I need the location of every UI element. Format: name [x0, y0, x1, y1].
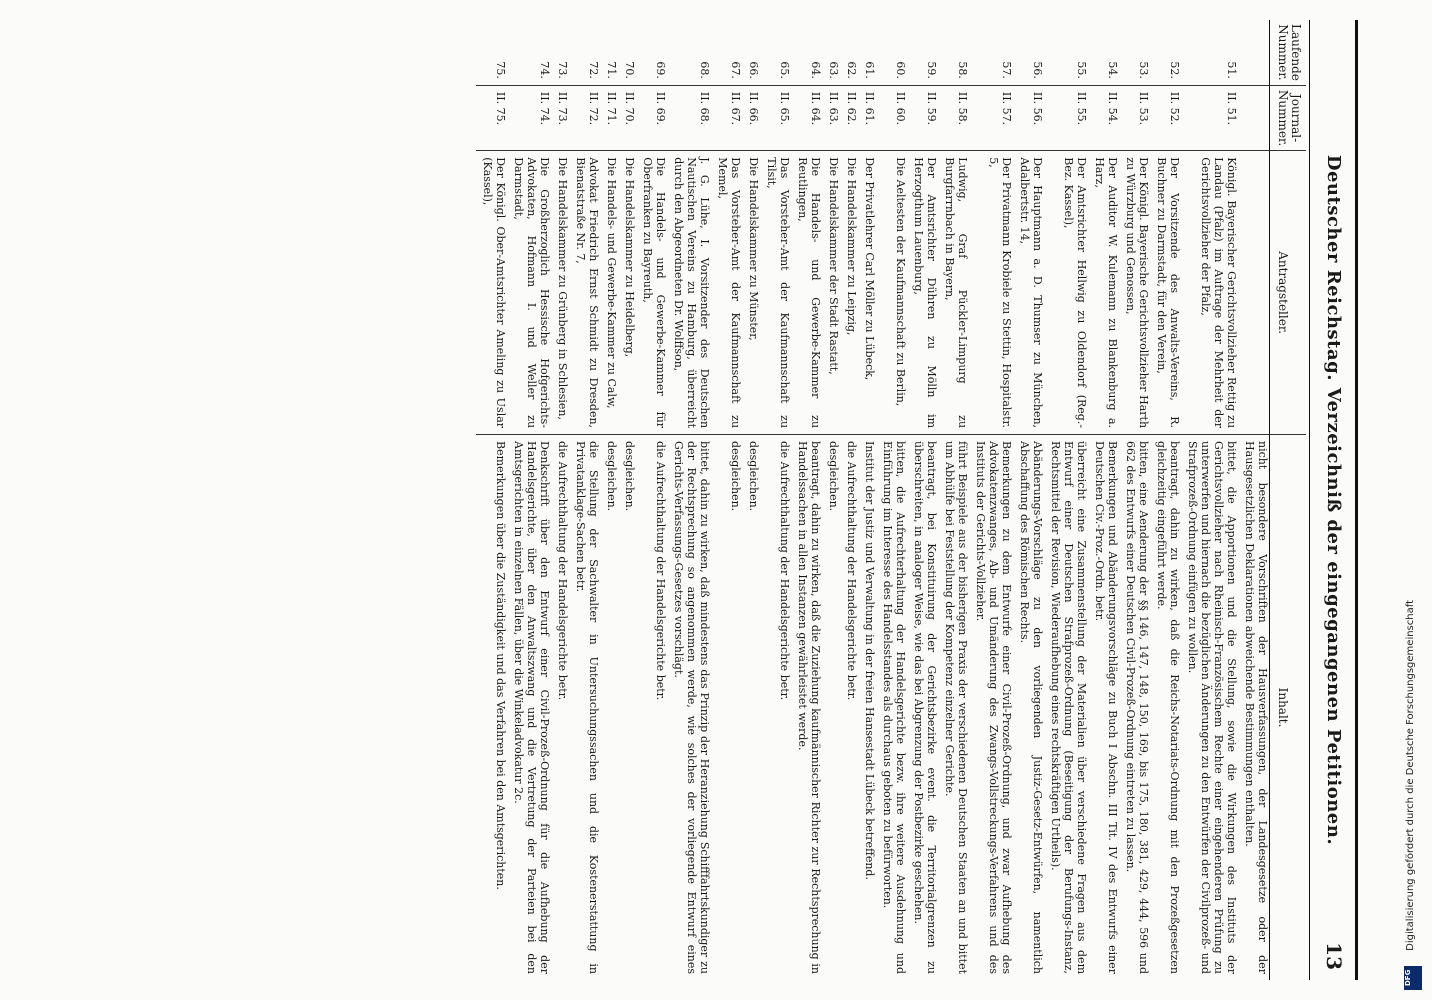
table-row	[969, 20, 1013, 980]
cell-laufende-nummer: 51.	[1225, 61, 1238, 79]
table-row	[1181, 20, 1238, 980]
cell-journal-nummer: II. 59.	[907, 85, 938, 150]
header-rule-top	[1355, 20, 1358, 980]
cell-journal-nummer: II. 62.	[840, 85, 858, 150]
cell-inhalt: beantragt, dahin zu wirken, daß die Reichs-Notariats-Ordnung mit den Prozeßgesetzen gleichzeitig eingeführt werde.	[1150, 435, 1181, 980]
cell-journal-nummer: II. 51.	[1181, 85, 1238, 150]
table-row	[551, 20, 569, 980]
page-number: 13	[1322, 942, 1346, 970]
cell-antragsteller	[1238, 151, 1270, 435]
cell-antragsteller: Der Privatlehrer Carl Möller zu Lübeck,	[858, 151, 876, 435]
table-row	[760, 20, 791, 980]
cell-laufende-nummer: 59.	[925, 61, 938, 79]
cell-antragsteller: Die Handels- und Gewerbe-Kammer für Oberfranken zu Bayreuth,	[636, 151, 667, 435]
cell-inhalt: desgleichen.	[742, 435, 760, 980]
cell-antragsteller: Der Königl. Bayerische Gerichtsvollzieher Harth zu Würzburg und Genossen,	[1119, 151, 1150, 435]
cell-antragsteller: Der Privatmann Krobiele zu Stettin, Hospitalstr. 5,	[969, 151, 1013, 435]
table-row	[858, 20, 876, 980]
cell-journal-nummer: II. 54.	[1088, 85, 1119, 150]
cell-inhalt: die Aufrechthaltung der Handelsgerichte betr.	[760, 435, 791, 980]
cell-antragsteller: Die Großherzoglich Hessische Hofgerichts-Advokaten, Hofmann I. und Weller zu Darmstadt,	[507, 151, 551, 435]
table-row	[1238, 20, 1270, 980]
table-row	[507, 20, 551, 980]
cell-laufende-nummer: 63.	[827, 61, 840, 79]
cell-journal-nummer: II. 63.	[822, 85, 840, 150]
cell-inhalt: desgleichen.	[822, 435, 840, 980]
table-row	[876, 20, 907, 980]
table-row	[618, 20, 636, 980]
cell-antragsteller: Die Handelskammer zu Münster,	[742, 151, 760, 435]
cell-inhalt: Institut der Justiz und Verwaltung in der freien Hansestadt Lübeck betreffend.	[858, 435, 876, 980]
table-row	[822, 20, 840, 980]
cell-inhalt: die Aufrechthaltung der Handelsgerichte betr.	[636, 435, 667, 980]
cell-antragsteller: Der Hauptmann a. D. Thumser zu München, Adalbertstr. 14,	[1013, 151, 1044, 435]
table-row	[476, 20, 507, 980]
cell-laufende-nummer: 55.	[1075, 61, 1088, 79]
cell-journal-nummer: II. 57.	[969, 85, 1013, 150]
cell-inhalt: bitten, eine Aenderung der §§ 146, 147, 148, 150, 169, bis 175, 180, 381, 429, 444, 596 und 662 des Entwurfs einer Deutschen Civil-Prozeß-Ordnung eintreten zu lassen.	[1119, 435, 1150, 980]
table-row	[840, 20, 858, 980]
cell-inhalt: beantragt, bei Konstituirung der Gerichtsbezirke event. die Territorialgrenzen zu überschreiten, in analoger Weise, wie das bei Abgrenzung der Postbezirke geschehen.	[907, 435, 938, 980]
cell-laufende-nummer: 67.	[729, 61, 742, 79]
cell-laufende-nummer: 71.	[605, 61, 618, 79]
cell-antragsteller: Advokat Friedrich Ernst Schmidt zu Dresden, Bienatstraße Nr. 7,	[569, 151, 600, 435]
cell-laufende-nummer: 65.	[778, 61, 791, 79]
dfg-logo: DFG	[1404, 966, 1422, 990]
cell-inhalt: überreicht eine Zusammenstellung der Materialien über verschiedene Fragen aus dem Entwurf einer Deutschen Strafprozeß-Ordnung (Beseitigung der Berufungs-Instanz, Rechtsmittel der Revision, Wiederaufhebung eines rechtskräftigen Urtheils).	[1044, 435, 1088, 980]
cell-journal-nummer: II. 60.	[876, 85, 907, 150]
table-row	[600, 20, 618, 980]
cell-inhalt: Denkschrift über den Entwurf einer Civil-Prozeß-Ordnung für die Aufhebung der Handelsgerichte, über den Anwaltszwang und die Vertretung der Parteien bei den Amtsgerichten in einzelnen Fällen, über die Winkeladvokatur 2c.	[507, 435, 551, 980]
cell-journal-nummer: II. 75.	[476, 85, 507, 150]
cell-antragsteller: Die Handels- und Gewerbe-Kammer zu Reutlingen,	[791, 151, 822, 435]
cell-antragsteller: Der Amtsrichter Dühren zu Mölln im Herzogthum Lauenburg,	[907, 151, 938, 435]
cell-laufende-nummer: 56.	[1031, 61, 1044, 79]
cell-journal-nummer: II. 67.	[711, 85, 742, 150]
cell-journal-nummer: II. 74.	[507, 85, 551, 150]
cell-inhalt: Bemerkungen über die Zuständigkeit und das Verfahren bei den Amtsgerichten.	[476, 435, 507, 980]
table-row	[1119, 20, 1150, 980]
cell-laufende-nummer: 57.	[1000, 61, 1013, 79]
cell-laufende-nummer: 61.	[863, 61, 876, 79]
cell-journal-nummer: II. 70.	[618, 85, 636, 150]
table-row	[938, 20, 969, 980]
table-row	[742, 20, 760, 980]
cell-laufende-nummer: 74.	[538, 61, 551, 79]
cell-inhalt: führt Beispiele aus der bisherigen Praxis der verschiedenen Deutschen Staaten an und bittet um Abhülfe bei Feststellung der Kompetenz einzelner Gerichte.	[938, 435, 969, 980]
cell-inhalt: Bemerkungen und Abänderungsvorschläge zu Buch I Abschn. III Tit. IV des Entwurfs einer Deutschen Civ.-Proz.-Ordn. betr.	[1088, 435, 1119, 980]
table-row	[1150, 20, 1181, 980]
cell-journal-nummer: II. 56.	[1013, 85, 1044, 150]
table-row	[1013, 20, 1044, 980]
petition-table	[476, 20, 1306, 980]
cell-antragsteller: Die Handels- und Gewerbe-Kammer zu Calw,	[600, 151, 618, 435]
cell-inhalt: die Aufrechthaltung der Handelsgerichte betr.	[840, 435, 858, 980]
table-row	[636, 20, 667, 980]
cell-journal-nummer	[1238, 85, 1270, 150]
cell-laufende-nummer: 58.	[956, 61, 969, 79]
cell-journal-nummer: II. 64.	[791, 85, 822, 150]
cell-laufende-nummer	[1238, 20, 1270, 85]
cell-journal-nummer: II. 55.	[1044, 85, 1088, 150]
cell-antragsteller: Das Vorsteher-Amt der Kaufmannschaft zu Tilsit,	[760, 151, 791, 435]
cell-inhalt: bittet, dahin zu wirken, daß mindestens das Prinzip der Heranziehung Schifffahrtskundiger zu der Rechtsprechung so angenommen werde, wie solches der vorliegende Entwurf eines Gerichts-Verfassungs-Gesetzes vorschlägt.	[667, 435, 711, 980]
cell-antragsteller: Der Auditor W. Kulemann zu Blankenburg a. Harz,	[1088, 151, 1119, 435]
cell-inhalt: desgleichen.	[600, 435, 618, 980]
col-header-antragsteller: Antragsteller.	[1270, 151, 1307, 435]
cell-antragsteller: Die Aeltesten der Kaufmannschaft zu Berlin,	[876, 151, 907, 435]
cell-inhalt: desgleichen.	[618, 435, 636, 980]
cell-journal-nummer: II. 72.	[569, 85, 600, 150]
cell-laufende-nummer: 62.	[845, 61, 858, 79]
table-row	[907, 20, 938, 980]
cell-laufende-nummer: 66.	[747, 61, 760, 79]
header-rule-bottom	[1309, 20, 1310, 980]
cell-journal-nummer: II. 65.	[760, 85, 791, 150]
col-header-journal: Journal-Nummer.	[1270, 85, 1307, 150]
cell-inhalt: die Stellung der Sachwalter in Untersuchungssachen und die Kostenerstattung in Privatanklage-Sachen betr.	[569, 435, 600, 980]
cell-laufende-nummer: 75.	[494, 61, 507, 79]
cell-journal-nummer: II. 68.	[667, 85, 711, 150]
cell-inhalt: Bemerkungen zu dem Entwurfe einer Civil-Prozeß-Ordnung, und zwar Aufhebung des Advokatenzwanges, Ab- und Umänderung des Zwangs-Vollstreckungs-Verfahrens und des Instituts der Gerichts-Vollzieher.	[969, 435, 1013, 980]
cell-antragsteller: Die Handelskammer zu Grünberg in Schlesien,	[551, 151, 569, 435]
cell-laufende-nummer: 53.	[1137, 61, 1150, 79]
cell-inhalt: desgleichen.	[711, 435, 742, 980]
table-header-row	[1270, 20, 1307, 980]
cell-journal-nummer: II. 53.	[1119, 85, 1150, 150]
cell-antragsteller: Die Handelskammer zu Heidelberg,	[618, 151, 636, 435]
page-title: Deutscher Reichstag. Verzeichniß der eingegangenen Petitionen.	[1323, 154, 1344, 846]
cell-inhalt: bittet, die Apportionen und die Stellung, sowie die Wirkungen des Instituts der Gerichtsvollzieher nach Rheinisch-Französischem Rechte einer eingehenderen Prüfung zu unterwerfen und hiernach die bezüglichen Änderungen zu den Entwürfen der Civilprozeß- und Strafprozeß-Ordnung einfügen zu wollen.	[1181, 435, 1238, 980]
table-row	[791, 20, 822, 980]
cell-laufende-nummer: 60.	[894, 61, 907, 79]
cell-inhalt: bitten, die Aufrechterhaltung der Handelsgerichte bezw. ihre weitere Ausdehnung und Einführung im Interesse des Handelsstandes als durchaus geboten zu befürworten.	[876, 435, 907, 980]
cell-antragsteller: Das Vorsteher-Amt der Kaufmannschaft zu Memel,	[711, 151, 742, 435]
cell-journal-nummer: II. 58.	[938, 85, 969, 150]
cell-laufende-nummer: 70.	[623, 61, 636, 79]
cell-antragsteller: Ludwig, Graf Pückler-Limpurg zu Burgfarrnbach in Bayern,	[938, 151, 969, 435]
cell-journal-nummer: II. 66.	[742, 85, 760, 150]
cell-laufende-nummer: 64.	[809, 61, 822, 79]
cell-laufende-nummer: 54.	[1106, 61, 1119, 79]
cell-antragsteller: Der Amtsrichter Hellwig zu Oldendorf (Reg.-Bez. Kassel),	[1044, 151, 1088, 435]
table-row	[667, 20, 711, 980]
cell-laufende-nummer: 72.	[587, 61, 600, 79]
cell-antragsteller: Der Vorsitzende des Anwalts-Vereins, R. Buchner zu Darmstadt, für den Verein,	[1150, 151, 1181, 435]
table-body	[476, 20, 1270, 980]
cell-inhalt: Abänderungs-Vorschläge zu den vorliegenden Justiz-Gesetz-Entwürfen, namentlich Abschaffung des Römischen Rechts.	[1013, 435, 1044, 980]
table-row	[1044, 20, 1088, 980]
cell-journal-nummer: II. 73.	[551, 85, 569, 150]
cell-journal-nummer: II. 69.	[636, 85, 667, 150]
table-row	[711, 20, 742, 980]
cell-antragsteller: Die Handelskammer zu Leipzig,	[840, 151, 858, 435]
rotated-content	[58, 20, 1358, 980]
cell-inhalt: beantragt, dahin zu wirken, daß die Zuziehung kaufmännischer Richter zur Rechtsprechung in Handelssachen in allen Instanzen gewährleistet werde.	[791, 435, 822, 980]
cell-laufende-nummer: 52.	[1168, 61, 1181, 79]
cell-laufende-nummer: 69.	[654, 61, 667, 79]
col-header-inhalt: Inhalt.	[1270, 435, 1307, 980]
cell-antragsteller: Die Handelskammer der Stadt Rastatt,	[822, 151, 840, 435]
cell-laufende-nummer: 68.	[698, 61, 711, 79]
cell-journal-nummer: II. 71.	[600, 85, 618, 150]
table-row	[569, 20, 600, 980]
cell-journal-nummer: II. 61.	[858, 85, 876, 150]
cell-journal-nummer: II. 52.	[1150, 85, 1181, 150]
cell-antragsteller: Der Königl. Ober-Amtsrichter Ameling zu Uslar (Kassel),	[476, 151, 507, 435]
digitization-credit: Digitalisierung gefördert durch die Deutsche Forschungsgemeinschaft	[1405, 600, 1416, 951]
cell-laufende-nummer: 73.	[556, 61, 569, 79]
col-header-laufende: Laufende Nummer.	[1270, 20, 1307, 85]
cell-inhalt: nicht besondere Vorschriften der Hausverfassungen, der Landesgesetze oder der Hausgesetzlichen Deklarationen abweichende Bestimmungen enthalten.	[1238, 435, 1270, 980]
cell-antragsteller: J. G. Lühe, I. Vorsitzender des Deutschen Nautischen Vereins zu Hamburg, überreicht durch den Abgeordneten Dr. Wolffson,	[667, 151, 711, 435]
cell-antragsteller: Königl. Bayerischer Gerichtsvollzieher Rettig zu Landau (Pfalz) im Auftrage der Mehrheit der Gerichtsvollzieher der Pfalz,	[1181, 151, 1238, 435]
table-row	[1088, 20, 1119, 980]
cell-inhalt: die Aufrechthaltung der Handelsgerichte betr.	[551, 435, 569, 980]
